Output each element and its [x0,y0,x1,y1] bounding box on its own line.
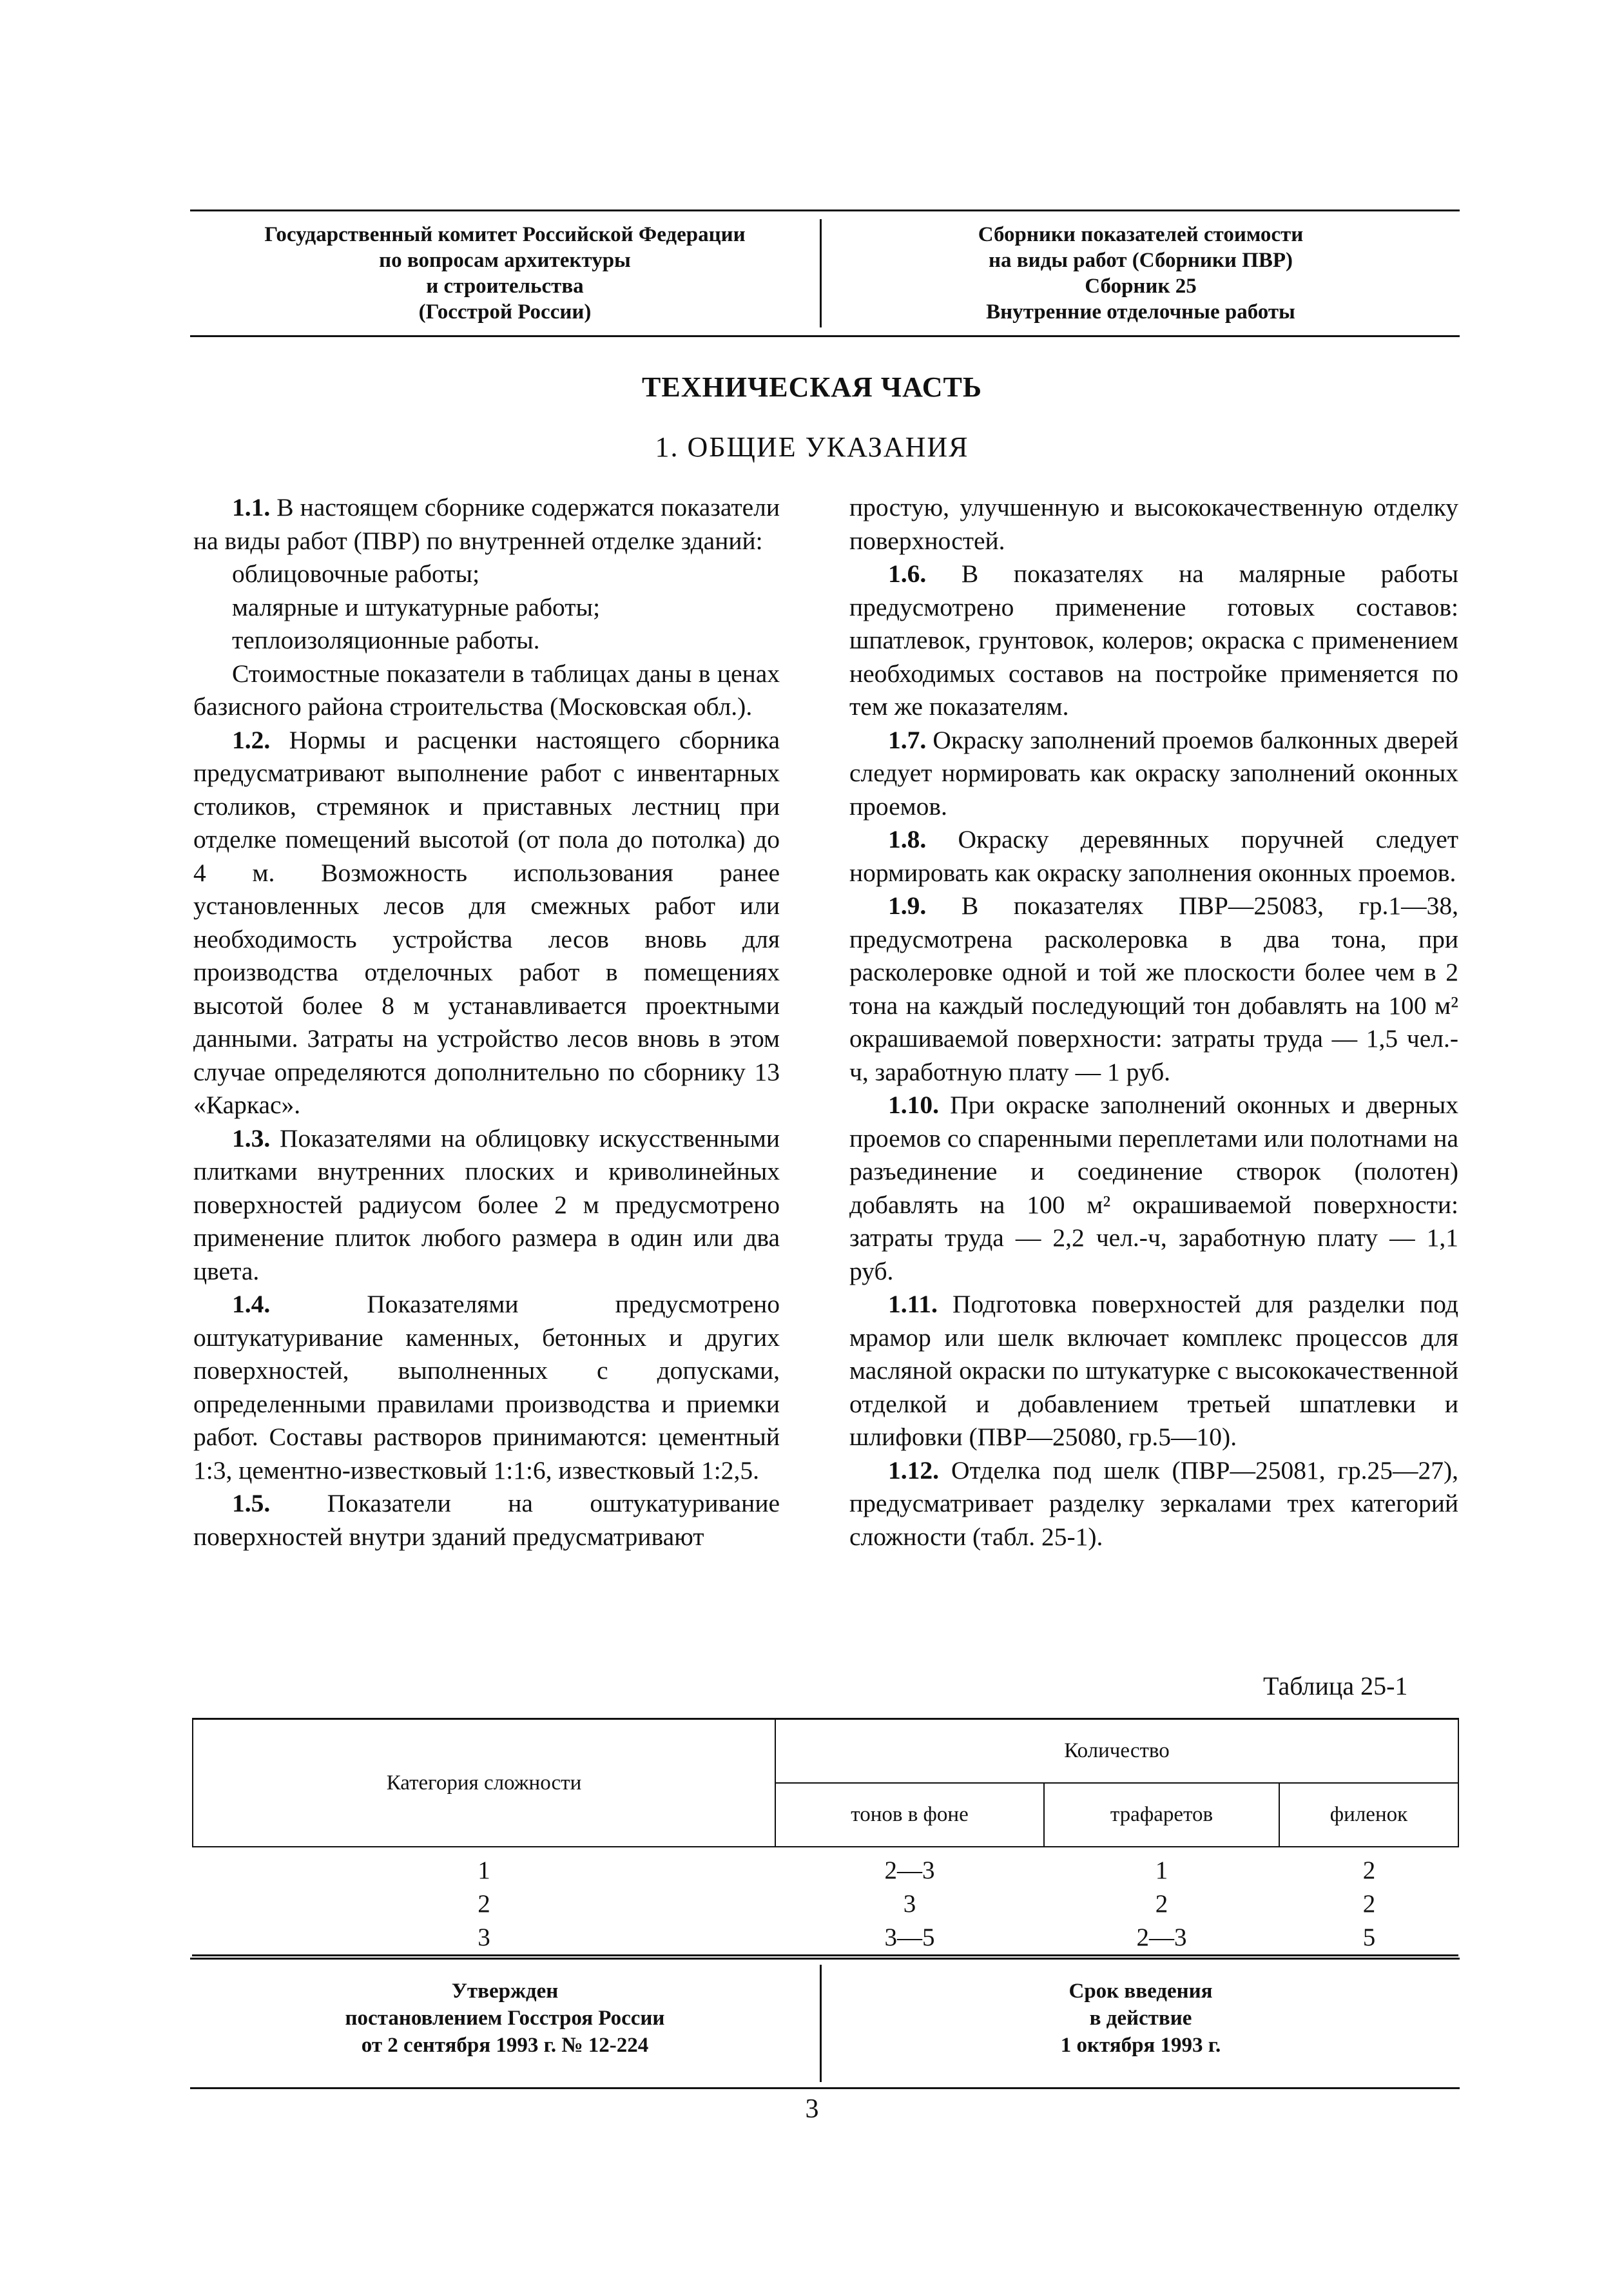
list-item [193,558,780,591]
paragraph-text: В показателях на малярные работы предусмотрено применение готовых составов: шпатлевок, грунтовок, колеров; окраска с применением необходимых составов на постройке применяется по тем же показателям. [849,560,1458,721]
list-item [193,591,780,625]
paragraph [849,1089,1458,1288]
collection-line: Внутренние отделочные работы [986,300,1295,324]
paragraph [849,558,1458,724]
paragraph-text: Отделка под шелк (ПВР—25081, гр.25—27), предусматривает разделку зеркалами трех категорий сложности (табл. 25-1). [849,1455,1458,1551]
paragraph [193,1122,780,1289]
column-header-category: Категория сложности [193,1719,775,1847]
clause-number: 1.4. [232,1290,271,1318]
column-header-tones: тонов в фоне [775,1783,1044,1847]
collection-line: на виды работ (Сборники ПВР) [988,249,1293,272]
collection-line: Сборники показателей стоимости [978,223,1304,246]
approval-line: Утвержден [451,1980,559,2003]
issuer-line: Государственный комитет Российской Федерации [264,223,746,246]
table-cell: 2 [1362,1856,1376,1884]
column-header-stencils: трафаретов [1044,1783,1279,1847]
page-title: ТЕХНИЧЕСКАЯ ЧАСТЬ [642,371,982,403]
paragraph-text: Стоимостные показатели в таблицах даны в ценах базисного района строительства (Московская обл.). [193,659,780,721]
paragraph [193,1487,780,1553]
clause-number: 1.10. [888,1091,939,1119]
issuer-block [190,222,820,325]
table-cell: 5 [1279,1921,1458,1956]
paragraph [849,491,1458,558]
paragraph [849,724,1458,824]
table-caption: Таблица 25-1 [1263,1671,1408,1700]
table-cell: 2—3 [884,1856,935,1884]
effective-date-block [822,1978,1460,2059]
column-header-panels: филенок [1279,1783,1458,1847]
table-row [193,1921,1458,1956]
paragraph-text: Окраску заполнений проемов балконных дверей следует нормировать как окраску заполнений оконных проемов. [849,725,1458,821]
table-cell: 3—5 [775,1921,1044,1956]
clause-number: 1.3. [232,1124,271,1153]
paragraph [849,1288,1458,1454]
table-cell: 1 [478,1856,490,1884]
document-header [190,209,1460,337]
paragraph-text: Подготовка поверхностей для разделки под мрамор или шелк включает комплекс процессов для масляной окраски по штукатурке с высококачественной отделкой и добавлением третьей шпатлевки и шлифовки (ПВР—25080, гр.5—10). [849,1290,1458,1451]
issuer-line: по вопросам архитектуры [379,249,631,272]
effective-date-line: 1 октября 1993 г. [1060,2034,1221,2057]
paragraph-text: В настоящем сборнике содержатся показатели на виды работ (ПВР) по внутренней отделке зданий: [193,493,780,555]
approval-line: от 2 сентября 1993 г. № 12-224 [361,2034,649,2057]
paragraph-text: Нормы и расценки настоящего сборника предусматривают выполнение работ с инвентарных столиков, стремянок и приставных лестниц при отделке помещений высотой (от пола до потолка) до 4 м. Возможность использования ранее установленных лесов для смежных работ или необходимость устройства лесов вновь для производства отделочных работ в помещениях высотой более 8 м устанавливается проектными данными. Затраты на устройство лесов вновь в этом случае определяются дополнительно по сборнику 13 «Каркас». [193,725,780,1119]
paragraph [849,890,1458,1089]
list-item [193,624,780,657]
table-cell: 2 [1362,1890,1376,1918]
paragraph-text: Показателями на облицовку искусственными плитками внутренних плоских и криволинейных поверхностей радиусом более 2 м предусмотрено применение плиток любого размера в один или два цвета. [193,1124,780,1285]
table-cell: 1 [1155,1856,1168,1884]
paragraph-text: При окраске заполнений оконных и дверных проемов со спаренными переплетами или полотнами на разъединение и соединение створок (полотен) добавлять на 100 м² окрашиваемой поверхности: затраты труда — 2,2 чел.-ч, заработную плату — 1,1 руб. [849,1091,1458,1285]
table-cell: 3 [193,1921,775,1956]
approval-footer [190,1958,1460,2089]
table-cell: 2—3 [1044,1921,1279,1956]
paragraph-text: Показателями предусмотрено оштукатуривание каменных, бетонных и других поверхностей, выполненных с допусками, определенными правилами производства и приемки работ. Составы растворов принимаются: цементный 1:3, цементно-известковый 1:1:6, известковый 1:2,5. [193,1290,780,1485]
clause-number: 1.2. [232,725,271,754]
paragraph [193,657,780,724]
paragraph [193,491,780,558]
paragraph-text: облицовочные работы; [232,560,480,588]
page-number: 3 [805,2094,819,2124]
clause-number: 1.5. [232,1489,271,1517]
paragraph [193,724,780,1122]
column-header-group: Количество [775,1719,1458,1784]
table-cell: 2 [1155,1890,1168,1918]
paragraph [849,823,1458,890]
paragraph-text: теплоизоляционные работы. [232,626,540,654]
effective-date-line: Срок введения [1068,1980,1213,2003]
paragraph-text: В показателях ПВР—25083, гр.1—38, предусмотрена расколеровка в два тона, при расколеровке одной и той же плоскости более чем в 2 тона на каждый последующий тон добавлять на 100 м² окрашиваемой поверхности: затраты труда — 1,5 чел.-ч, заработную плату — 1 руб. [849,891,1458,1086]
complexity-table [192,1718,1459,1956]
issuer-line: (Госстрой России) [418,300,592,324]
right-column [849,491,1458,1553]
paragraph-text: малярные и штукатурные работы; [232,592,601,621]
paragraph [193,1288,780,1487]
paragraph-text: Окраску деревянных поручней следует нормировать как окраску заполнения оконных проемов. [849,825,1458,887]
clause-number: 1.12. [888,1455,939,1485]
collection-block [822,222,1460,325]
clause-number: 1.9. [888,891,927,920]
section-title: 1. ОБЩИЕ УКАЗАНИЯ [655,431,969,463]
clause-number: 1.8. [888,825,927,853]
table-row [193,1887,1458,1921]
approval-block [190,1978,820,2059]
table-cell: 2 [478,1890,490,1918]
clause-number: 1.6. [888,560,927,588]
left-column [193,491,780,1553]
issuer-line: и строительства [426,275,584,298]
collection-line: Сборник 25 [1085,275,1197,298]
clause-number: 1.1. [232,493,271,521]
paragraph [849,1454,1458,1554]
paragraph-text: простую, улучшенную и высококачественную отделку поверхностей. [849,493,1458,555]
table-cell: 3 [903,1890,916,1918]
table-row [193,1847,1458,1887]
approval-line: постановлением Госстроя России [345,2007,665,2030]
clause-number: 1.11. [888,1290,938,1318]
clause-number: 1.7. [888,725,927,754]
effective-date-line: в действие [1089,2007,1192,2030]
paragraph-text: Показатели на оштукатуривание поверхностей внутри зданий предусматривают [193,1489,780,1551]
